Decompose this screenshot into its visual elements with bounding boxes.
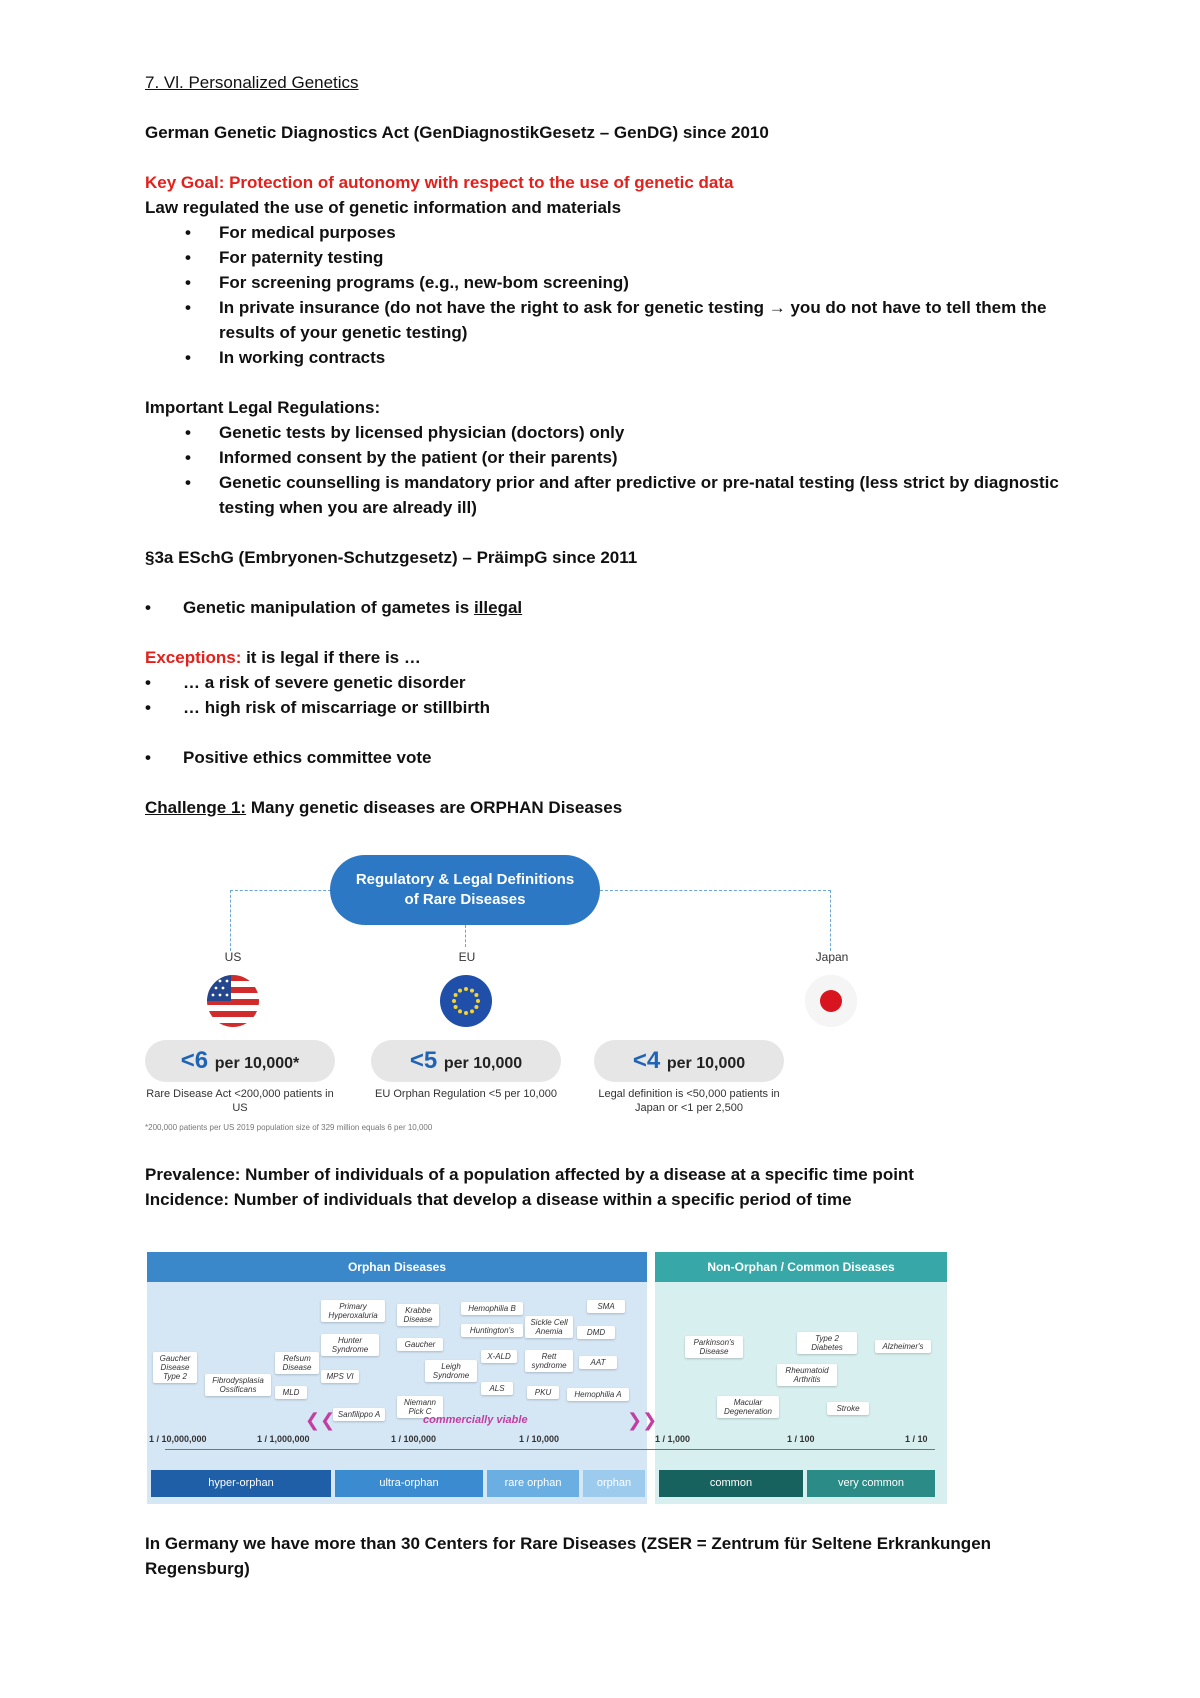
eschg-title: §3a ESchG (Embryonen-Schutzgesetz) – PräimpG since 2011 [145,548,638,567]
challenge-label: Challenge 1: [145,798,247,817]
japan-threshold [594,1040,784,1082]
list-item: • For medical purposes [145,220,1105,245]
region-us-label: US [224,950,242,964]
japan-description: Legal definition is <50,000 patients in Japan or <1 per 2,500 [598,1088,780,1114]
disease-box: Hemophilia A [567,1388,629,1401]
region-eu-label: EU [458,950,476,964]
regs-title: Important Legal Regulations: [145,398,381,417]
list-item: • Genetic tests by licensed physician (doctors) only [145,420,1105,445]
incidence-definition: Incidence: Number of individuals that develop a disease within a specific period of time [145,1190,852,1209]
list-item: • Informed consent by the patient (or their parents) [145,445,1105,470]
disease-box: Krabbe Disease [397,1304,439,1326]
key-goal: Key Goal: Protection of autonomy with respect to the use of genetic data [145,173,734,192]
tick-label: 1 / 10,000 [519,1434,560,1444]
eu-value: <5 [409,1047,438,1074]
disease-box: Gaucher [397,1338,443,1351]
list-item [145,595,1105,620]
disease-box: Huntington's [461,1324,523,1337]
us-value: <6 [180,1047,209,1074]
disease-box: MPS VI [321,1370,359,1383]
us-per: per 10,000* [214,1055,300,1072]
document-body [145,70,1105,820]
gendg-title: German Genetic Diagnostics Act (GenDiagnostikGesetz – GenDG) since 2010 [145,123,769,142]
list-item: • In working contracts [145,345,1105,370]
disease-box: Primary Hyperoxaluria [321,1300,385,1322]
eu-description: EU Orphan Regulation <5 per 10,000 [375,1088,557,1100]
exceptions-line [145,645,1105,670]
tick-label: 1 / 10,000,000 [149,1434,207,1444]
disease-box: AAT [579,1356,617,1369]
tick-label: 1 / 1,000,000 [257,1434,310,1444]
japan-per: per 10,000 [666,1055,746,1072]
tick-label: 1 / 100,000 [391,1434,437,1444]
regs-list [145,420,1105,520]
orphan-header: Orphan Diseases [147,1252,647,1282]
band-ultra-orphan: ultra-orphan [335,1470,483,1497]
exceptions-label: Exceptions: [145,648,242,667]
disease-box: Leigh Syndrome [425,1360,477,1382]
connector-left [230,890,331,951]
exceptions-text: it is legal if there is … [241,648,421,667]
disease-box: Sanfilippo A [333,1408,385,1421]
disease-box: Gaucher Disease Type 2 [153,1352,197,1383]
band-orphan: orphan [583,1470,645,1497]
disease-box: Hunter Syndrome [321,1334,379,1356]
figure-footnote: *200,000 patients per US 2019 population size of 329 million equals 6 per 10,000 [145,1123,433,1132]
disease-box: Fibrodysplasia Ossificans [205,1374,271,1396]
disease-box: Sickle Cell Anemia [525,1316,573,1338]
region-japan-label: Japan [815,950,849,964]
list-item: • … high risk of miscarriage or stillbirth [145,695,1105,720]
disease-box: Rheumatoid Arthritis [777,1364,837,1386]
disease-box: Stroke [827,1402,869,1415]
exceptions-list [145,670,1105,720]
list-item: • … a risk of severe genetic disorder [145,670,1105,695]
germany-block [145,1531,1105,1581]
vote-list [145,745,1105,770]
illegal-text: illegal [473,598,523,617]
commercially-viable-label: commercially viable [423,1414,528,1426]
band-common: common [659,1470,803,1497]
page-heading: 7. Vl. Personalized Genetics [145,73,359,92]
band-hyper-orphan: hyper-orphan [151,1470,331,1497]
challenge-text: Many genetic diseases are ORPHAN Diseases [246,798,623,817]
prevalence-axis [165,1449,935,1450]
orphan-disease-spectrum-figure [147,1252,947,1504]
disease-box: MLD [275,1386,307,1399]
band-very-common: very common [807,1470,935,1497]
us-flag-icon [207,975,259,1027]
figure-title-line2: of Rare Diseases [404,891,526,908]
gendg-list [145,220,1105,370]
list-item: • For paternity testing [145,245,1105,270]
tick-label: 1 / 10 [905,1434,928,1444]
germany-centers: In Germany we have more than 30 Centers for Rare Diseases (ZSER = Zentrum für Seltene Erkrankungen Regensburg) [145,1534,992,1578]
figure-title-pill [330,855,600,925]
disease-box: PKU [527,1386,559,1399]
disease-box: Refsum Disease [275,1352,319,1374]
chevron-right-icon: ❯❯ [627,1410,658,1430]
list-item: • In private insurance (do not have the right to ask for genetic testing → you do not have to tell them the results of your genetic testing) [145,295,1105,345]
disease-box: Alzheimer's [875,1340,931,1353]
list-item: • Positive ethics committee vote [145,745,1105,770]
us-threshold [145,1040,335,1082]
band-rare-orphan: rare orphan [487,1470,579,1497]
tick-label: 1 / 100 [787,1434,815,1444]
disease-box: Macular Degeneration [717,1396,779,1418]
japan-value: <4 [632,1047,661,1074]
list-item: • For screening programs (e.g., new-bom screening) [145,270,1105,295]
law-line: Law regulated the use of genetic information and materials [145,198,622,217]
eu-flag-icon [440,975,492,1027]
eu-per: per 10,000 [443,1055,523,1072]
disease-box: X-ALD [481,1350,517,1363]
tick-label: 1 / 1,000 [655,1434,691,1444]
disease-box: SMA [587,1300,625,1313]
eu-threshold [371,1040,561,1082]
challenge-line [145,795,1105,820]
rare-disease-definitions-figure [145,855,935,1145]
definitions-block [145,1162,1105,1212]
disease-box: Hemophilia B [461,1302,523,1315]
figure-title-line1: Regulatory & Legal Definitions [355,871,575,888]
disease-box: Niemann Pick C [397,1396,443,1418]
gametes-text: Genetic manipulation of gametes is [183,598,474,617]
prevalence-definition: Prevalence: Number of individuals of a population affected by a disease at a specific time point [145,1165,914,1184]
chevron-left-icon: ❮❮ [305,1410,336,1430]
eschg-list [145,595,1105,620]
disease-box: ALS [481,1382,513,1395]
disease-box: DMD [577,1326,615,1339]
us-description: Rare Disease Act <200,000 patients in US [146,1088,334,1114]
connector-middle [465,925,467,947]
disease-box: Parkinson's Disease [685,1336,743,1358]
disease-box: Rett syndrome [525,1350,573,1372]
disease-box: Type 2 Diabetes [797,1332,857,1354]
list-item: • Genetic counselling is mandatory prior and after predictive or pre-natal testing (less strict by diagnostic testing when you are already ill) [145,470,1105,520]
connector-right [600,890,831,951]
japan-flag-icon [805,975,857,1027]
common-header: Non-Orphan / Common Diseases [655,1252,947,1282]
